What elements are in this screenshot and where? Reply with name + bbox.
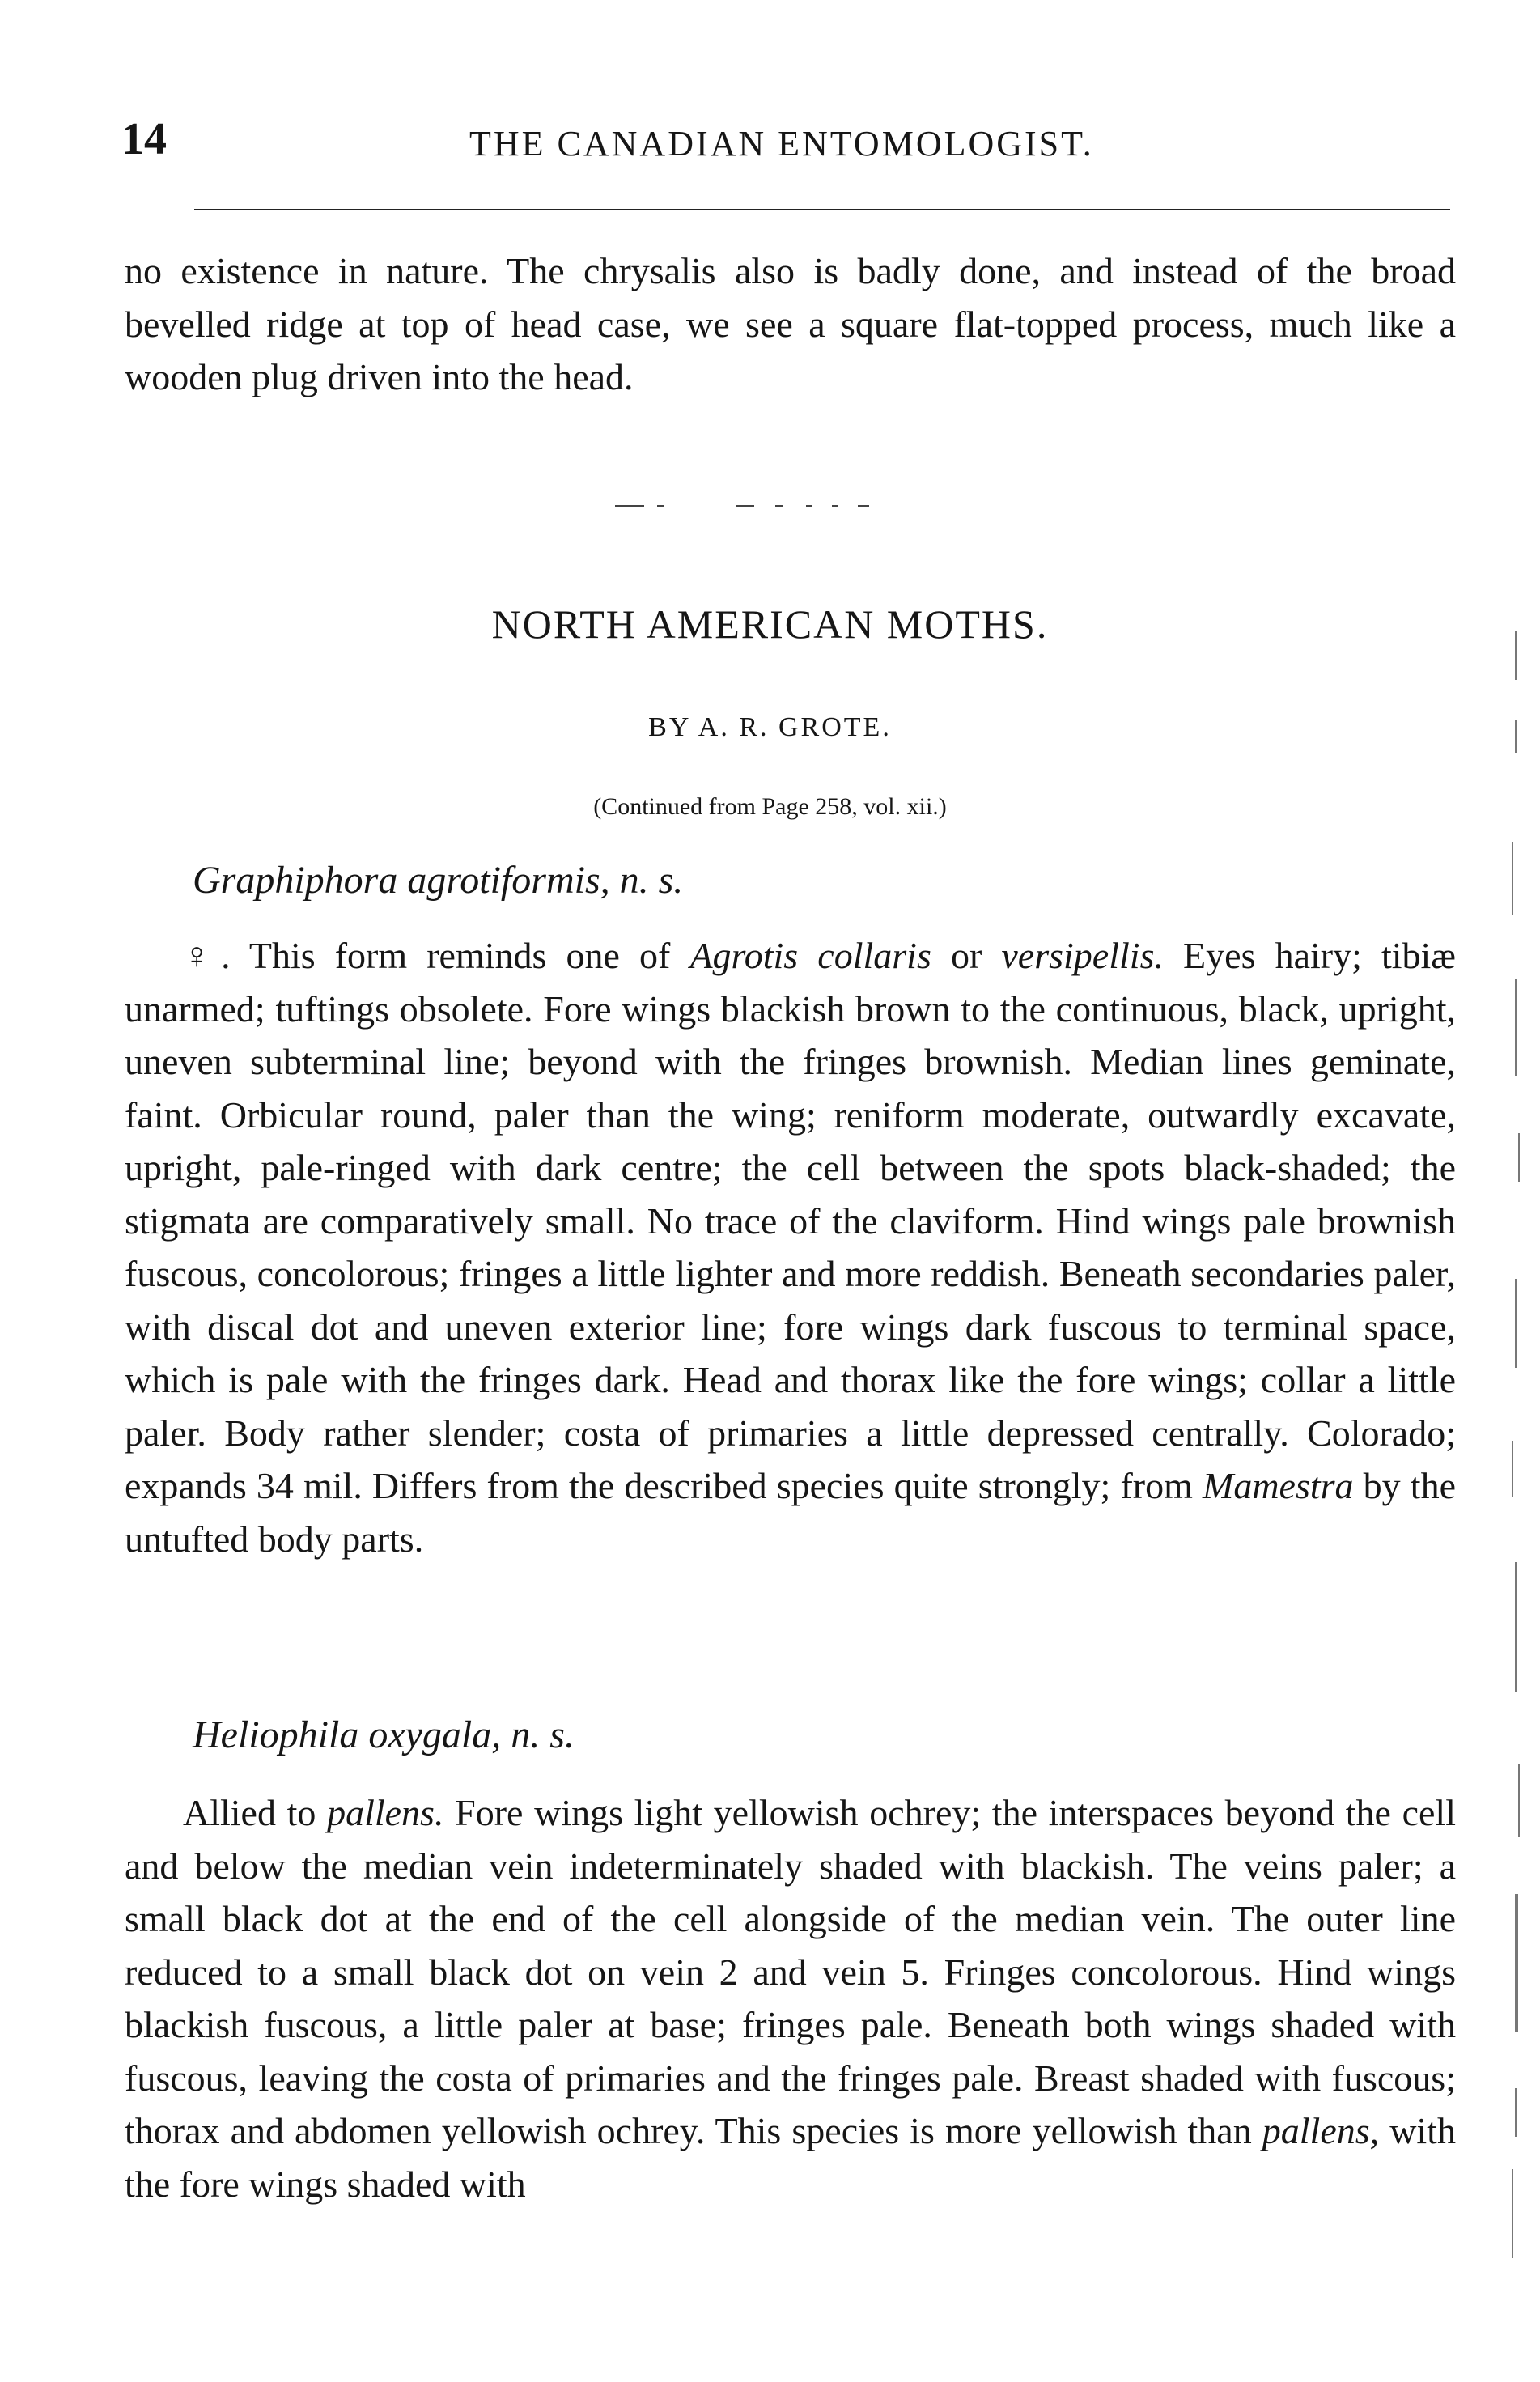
species-description-1: ♀. This form reminds one of Agrotis collaris or versipellis. Eyes hairy; tibiæ unarmed; tuftings obsolete. Fore wings blackish brown to the continuous, black, upright, uneven subterminal line; beyond with the fringes brownish. Median lines geminate, faint. Orbicular round, paler than the wing; reniform moderate, outwardly excavate, upright, pale-ringed with dark centre; the cell between the spots black-shaded; the stigmata are comparatively small. No trace of the claviform. Hind wings pale brownish fuscous, concolorous; fringes a little lighter and more reddish. Beneath secondaries paler, with discal dot and uneven exterior line; fore wings dark fuscous to terminal space, which is pale with the fringes dark. Head and thorax like the fore wings; collar a little paler. Body rather slender; costa of primaries a little depressed centrally. Colorado; expands 34 mil. Differs from the described species quite strongly; from Mamestra by the untufted body parts. xyxy=(125,935,1456,1560)
species-name: Agrotis collaris xyxy=(689,935,931,976)
female-symbol: ♀. xyxy=(183,935,231,976)
running-title: THE CANADIAN ENTOMOLOGIST. xyxy=(469,124,1094,163)
top-paragraph: no existence in nature. The chrysalis also is badly done, and instead of the broad bevelled ridge at top of head case, we see a square flat-topped process, much like a wooden plug driven into the head. xyxy=(125,250,1456,397)
article-byline: BY A. R. GROTE. xyxy=(648,712,892,742)
species-description-2: Allied to pallens. Fore wings light yellowish ochrey; the interspaces beyond the cell and below the median vein indeterminately shaded with blackish. The veins paler; a small black dot at the end of the cell alongside of the median vein. The outer line reduced to a small black dot on vein 2 and vein 5. Fringes concolorous. Hind wings blackish fuscous, a little paler at base; fringes pale. Beneath both wings shaded with fuscous, leaving the costa of primaries and the fringes pale. Breast shaded with fuscous; thorax and abdomen yellowish ochrey. This species is more yellowish than pallens, with the fore wings shaded with xyxy=(125,1792,1456,2205)
species-heading-1: Graphiphora agrotiformis, n. s. xyxy=(193,859,684,902)
page-number: 14 xyxy=(121,114,167,164)
scan-edge-marks xyxy=(1507,631,1531,2291)
article-title: NORTH AMERICAN MOTHS. xyxy=(491,601,1049,647)
continued-note: (Continued from Page 258, vol. xii.) xyxy=(593,793,947,820)
species-heading-2: Heliophila oxygala, n. s. xyxy=(193,1713,575,1756)
species-name: pallens, xyxy=(1262,2110,1380,2151)
species-name: versipellis. xyxy=(1001,935,1164,976)
header-rule xyxy=(194,209,1450,210)
page-header xyxy=(121,113,1449,178)
genus-name: Mamestra xyxy=(1203,1465,1354,1506)
species-name: pallens. xyxy=(327,1792,444,1833)
section-separator xyxy=(615,502,979,510)
